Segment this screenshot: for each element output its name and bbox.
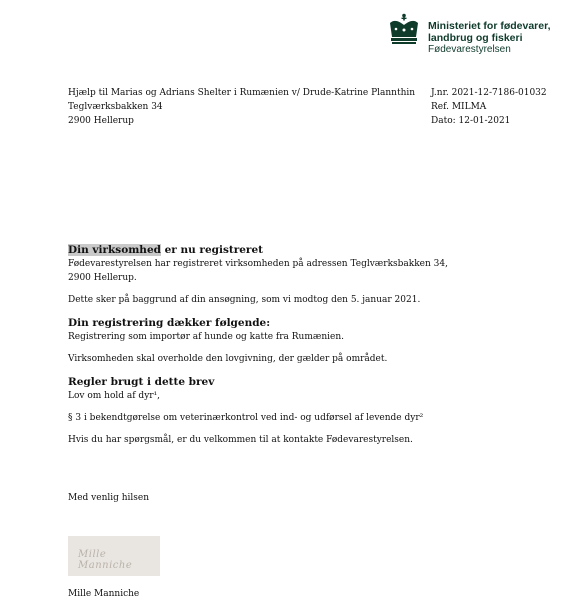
ministry-logo — [386, 13, 561, 55]
reference-code: Ref. MILMA — [431, 102, 487, 112]
signer-name: Mille Manniche — [68, 589, 140, 599]
logo-line-2: landbrug og fiskeri — [428, 32, 523, 44]
heading-coverage: Din registrering dækker følgende: — [68, 317, 271, 329]
paragraph-1-line-1: Fødevarestyrelsen har registreret virksomheden på adressen Teglværksbakken 34, — [68, 259, 448, 269]
signature-image — [68, 536, 160, 576]
heading-rules: Regler brugt i dette brev — [68, 376, 215, 388]
logo-line-3: Fødevarestyrelsen — [428, 44, 511, 55]
crown-icon — [386, 13, 422, 49]
rule-2: § 3 i bekendtgørelse om veterinærkontrol ved ind- og udførsel af levende dyr² — [68, 413, 424, 423]
paragraph-4: Virksomheden skal overholde den lovgivning, der gælder på området. — [68, 354, 388, 364]
paragraph-5: Hvis du har spørgsmål, er du velkommen til at kontakte Fødevarestyrelsen. — [68, 435, 413, 445]
paragraph-2: Dette sker på baggrund af din ansøgning, som vi modtog den 5. januar 2021. — [68, 295, 421, 305]
paragraph-3: Registrering som importør af hunde og katte fra Rumænien. — [68, 332, 344, 342]
recipient-name: Hjælp til Marias og Adrians Shelter i Rumænien v/ Drude-Katrine Plannthin — [68, 88, 416, 98]
recipient-street: Teglværksbakken 34 — [68, 102, 163, 112]
logo-line-1: Ministeriet for fødevarer, — [428, 20, 551, 32]
heading-highlight: Din virksomhed — [68, 244, 161, 256]
rule-1: Lov om hold af dyr¹, — [68, 391, 161, 401]
heading-rest: er nu registreret — [160, 244, 263, 256]
journal-number: J.nr. 2021-12-7186-01032 — [431, 88, 547, 98]
recipient-city: 2900 Hellerup — [68, 116, 134, 126]
letter-date: Dato: 12-01-2021 — [431, 116, 511, 126]
paragraph-1-line-2: 2900 Hellerup. — [68, 273, 137, 283]
closing-greeting: Med venlig hilsen — [68, 493, 150, 503]
heading-registered — [68, 244, 263, 257]
signature-script: Mille Manniche — [78, 549, 133, 571]
